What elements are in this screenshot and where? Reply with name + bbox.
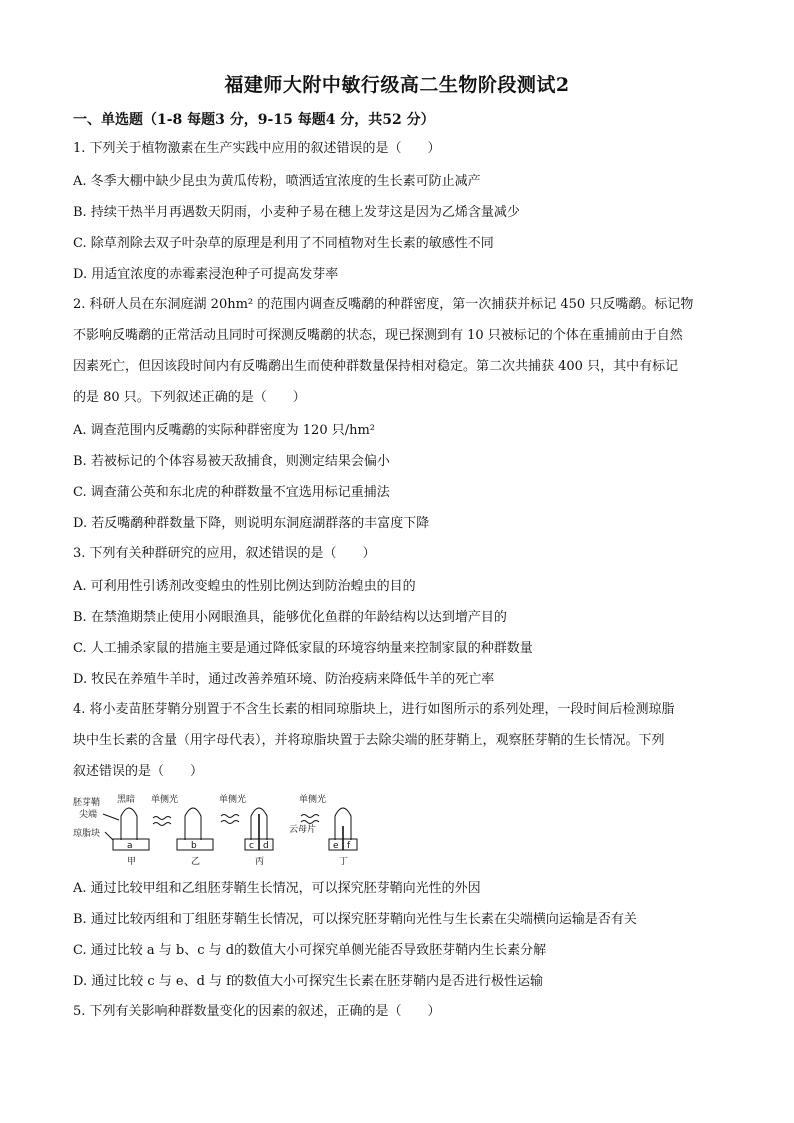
question-1-option-b: B. 持续干热半月再遇数天阴雨，小麦种子易在穗上发芽这是因为乙烯含量减少 [73,205,520,220]
pointer-line [105,832,113,840]
page-title: 福建师大附中敏行级高二生物阶段测试2 [224,74,570,96]
question-3-option-d: D. 牧民在养殖牛羊时，通过改善养殖环境、防治疫病来降低牛羊的死亡率 [73,672,495,687]
block-label: f [347,841,351,851]
light-wave-icon [221,821,239,824]
block-label: b [191,841,197,851]
question-4-stem [73,694,723,787]
stem-line: 因素死亡，但因该段时间内有反嘴鹬出生而使种群数量保持相对稳定。第二次共捕获 400 只，其中有标记 [73,359,679,374]
label-mica: 云母片 [289,825,317,835]
coleoptile-shape [121,808,137,840]
label-unilateral-light: 单侧光 [151,795,179,805]
light-wave-icon [301,815,319,818]
light-wave-icon [153,823,171,826]
question-3-option-a: A. 可利用性引诱剂改变蝗虫的性别比例达到防治蝗虫的目的 [73,579,416,594]
section-heading: 一、单选题（1-8 每题3 分，9-15 每题4 分，共52 分） [73,112,435,128]
stem-line: 2. 科研人员在东洞庭湖 20hm² 的范围内调查反嘴鹬的种群密度，第一次捕获并标记 450 只反嘴鹬。标记物 [73,297,694,312]
question-2-option-a: A. 调查范围内反嘴鹬的实际种群密度为 120 只/hm² [73,423,376,438]
label-agar-block: 琼脂块 [73,829,101,839]
label-unilateral-light: 单侧光 [219,795,247,805]
group-label: 丙 [255,857,265,867]
question-4-option-b: B. 通过比较丙组和丁组胚芽鞘生长情况，可以探究胚芽鞘向光性与生长素在尖端横向运输是否有关 [73,912,637,927]
light-wave-icon [153,817,171,820]
pointer-line [103,814,119,820]
question-2-option-b: B. 若被标记的个体容易被天敌捕食，则测定结果会偏小 [73,454,390,469]
question-1-option-d: D. 用适宜浓度的赤霉素浸泡种子可提高发芽率 [73,267,339,282]
stem-line: 不影响反嘴鹬的正常活动且同时可探测反嘴鹬的状态，现已探测到有 10 只被标记的个体在重捕前由于自然 [73,328,683,343]
question-2-option-d: D. 若反嘴鹬种群数量下降，则说明东洞庭湖群落的丰富度下降 [73,516,430,531]
question-3-option-b: B. 在禁渔期禁止使用小网眼渔具，能够优化鱼群的年龄结构以达到增产目的 [73,610,507,625]
block-label: c [249,841,254,851]
question-5-stem [73,996,723,1027]
block-label: e [333,841,339,851]
stem-line: 5. 下列有关影响种群数量变化的因素的叙述，正确的是（ ） [73,1004,441,1019]
stem-line: 叙述错误的是（ ） [73,764,204,779]
question-1-option-c: C. 除草剂除去双子叶杂草的原理是利用了不同植物对生长素的敏感性不同 [73,236,494,251]
question-2-option-c: C. 调查蒲公英和东北虎的种群数量不宜选用标记重捕法 [73,485,390,500]
label-dark: 黑暗 [117,795,136,805]
coleoptile-experiment-figure [73,792,373,870]
stem-line: 1. 下列关于植物激素在生产实践中应用的叙述错误的是（ ） [73,141,441,156]
group-label: 丁 [339,857,349,867]
question-3-option-c: C. 人工捕杀家鼠的措施主要是通过降低家鼠的环境容纳量来控制家鼠的种群数量 [73,641,533,656]
question-2-stem [73,289,723,413]
question-4-option-a: A. 通过比较甲组和乙组胚芽鞘生长情况，可以探究胚芽鞘向光性的外因 [73,881,481,896]
question-3-stem [73,538,723,569]
coleoptile-shape [185,808,201,840]
group-label: 甲 [127,857,137,867]
group-label: 乙 [191,857,201,867]
question-4-option-d: D. 通过比较 c 与 e、d 与 f的数值大小可探究生长素在胚芽鞘内是否进行极性运输 [73,974,543,989]
label-unilateral-light: 单侧光 [299,795,327,805]
question-4-option-c: C. 通过比较 a 与 b、c 与 d的数值大小可探究单侧光能否导致胚芽鞘内生长素分解 [73,943,547,958]
stem-line: 4. 将小麦苗胚芽鞘分别置于不含生长素的相同琼脂块上，进行如图所示的系列处理，一段时间后检测琼脂 [73,702,675,717]
label-coleoptile: 胚芽鞘 [73,798,101,808]
stem-line: 3. 下列有关种群研究的应用，叙述错误的是（ ） [73,546,376,561]
block-label: d [263,841,269,851]
question-1-option-a: A. 冬季大棚中缺少昆虫为黄瓜传粉，喷洒适宜浓度的生长素可防止减产 [73,174,481,189]
stem-line: 块中生长素的含量（用字母代表），并将琼脂块置于去除尖端的胚芽鞘上，观察胚芽鞘的生长情况。下列 [73,733,665,748]
label-tip: 尖端 [79,810,98,820]
light-wave-icon [301,821,319,824]
question-1-stem [73,133,723,164]
light-wave-icon [221,815,239,818]
block-label: a [127,841,133,851]
stem-line: 的是 80 只。下列叙述正确的是（ ） [73,390,306,405]
